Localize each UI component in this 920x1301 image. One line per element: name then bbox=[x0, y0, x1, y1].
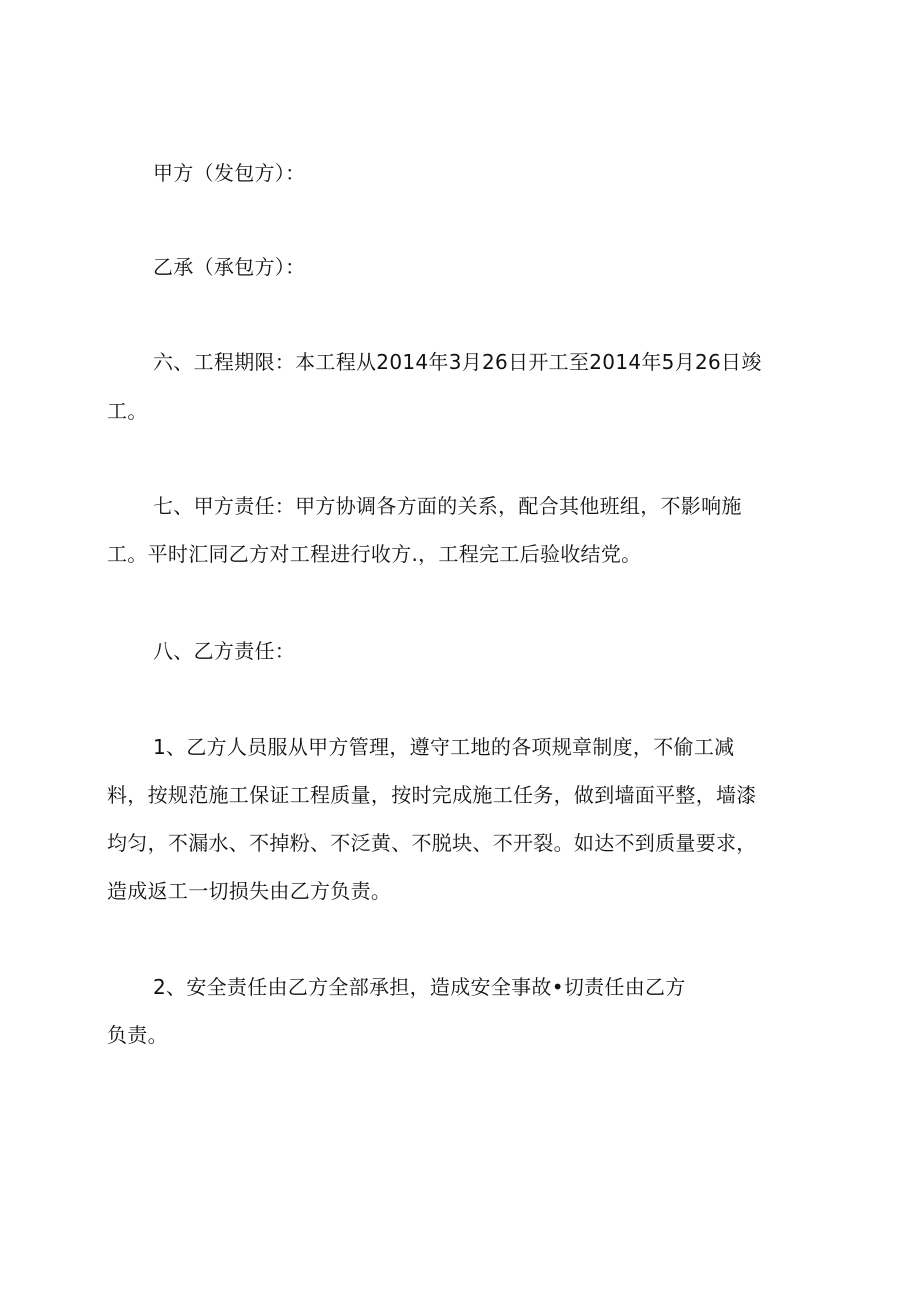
section8-heading: 八、乙方责任： bbox=[153, 639, 296, 663]
party-a-label: 甲方（发包方）： bbox=[153, 161, 306, 185]
section8-item1-line4: 造成返工一切损失由乙方负责。 bbox=[107, 879, 392, 903]
section8-item2-line1: 2、安全责任由乙方全部承担，造成安全事故•切责任由乙方 bbox=[153, 975, 686, 999]
section7-line2: 工。平时汇同乙方对工程进行收方.，工程完工后验收结党。 bbox=[107, 542, 642, 566]
section8-item1-line1: 1、乙方人员服从甲方管理，遵守工地的各项规章制度，不偷工减 bbox=[153, 735, 735, 759]
section8-item1-line2: 料，按规范施工保证工程质量，按时完成施工任务，做到墙面平整，墙漆 bbox=[107, 783, 757, 807]
section7-line1: 七、甲方责任：甲方协调各方面的关系，配合其他班组，不影响施 bbox=[153, 494, 742, 518]
section6-line1: 六、工程期限：本工程从2014年3月26日开工至2014年5月26日竣 bbox=[153, 350, 762, 374]
section8-item2-line2: 负责。 bbox=[107, 1023, 168, 1047]
section6-line2: 工。 bbox=[107, 399, 148, 423]
section8-item1-line3: 均匀，不漏水、不掉粉、不泛黄、不脱块、不开裂。如达不到质量要求， bbox=[107, 831, 757, 855]
party-b-label: 乙承（承包方）： bbox=[153, 255, 306, 279]
